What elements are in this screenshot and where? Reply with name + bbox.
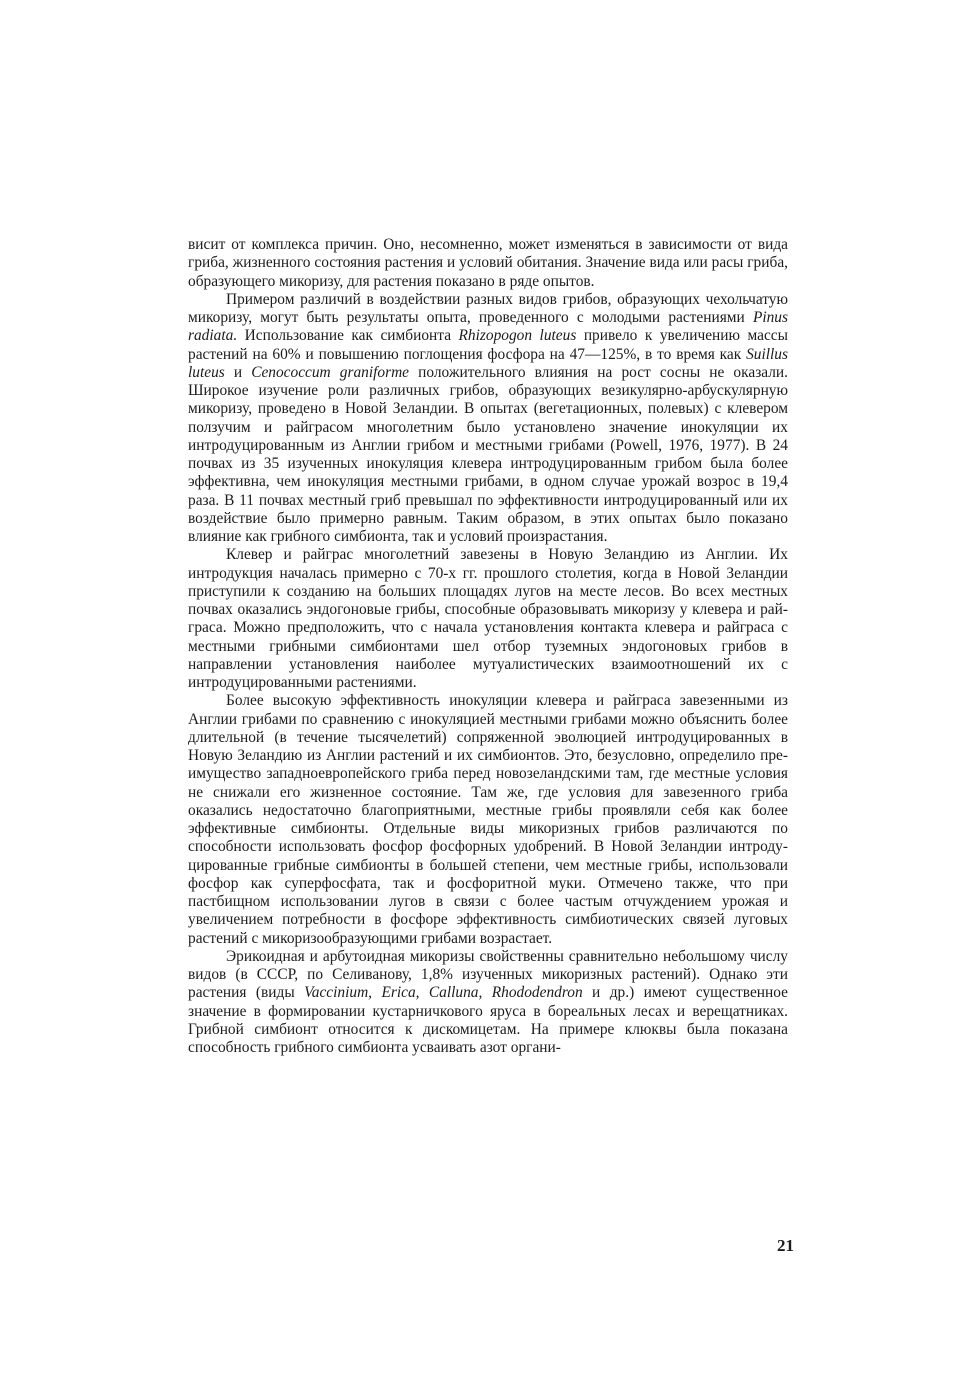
text-run: и др.) имеют существенное значение в формировании кустарничкового яруса в бореальных лесах и верещатниках. Грибной симбионт относится к дискомицетам. На примере клюквы была показана способность грибного симбионта усваивать азот органи- xyxy=(188,984,788,1056)
text-run: и xyxy=(224,363,252,381)
paragraph-1 xyxy=(188,236,788,291)
italic-term: Cenococcum graniforme xyxy=(251,363,410,381)
body-text xyxy=(188,236,788,1057)
text-run: положительного влияния на рост сосны не оказали. Широкое изучение роли различных грибов, образующих везикулярно-арбускулярную микоризу, проведено в Новой Зеландии. В опытах (вегетационных, полевых) с клевером ползучим и райграсом многолетним было установлено значение инокуляции их интродуцированным из Англии грибом и местными грибами (Powell, 1976, 1977). В 24 почвах из 35 изученных инокуляция клевера интродуцированным грибом была более эффективна, чем инокуляция местными грибами, в одном случае урожай возрос в 19,4 раза. В 11 почвах местный гриб превышал по эффективности интродуцированный или их воздействие было примерно равным. Таким образом, в этих опытах было показано влияние как грибного симбионта, так и условий произрастания. xyxy=(188,363,789,545)
text-run: Клевер и райграс многолетний завезены в Новую Зеландию из Англии. Их интродукция началась примерно с 70-х гг. прошлого столетия, когда в Новой Зеландии приступили к созданию на больших площадях лугов на месте лесов. Во всех местных почвах оказались эндогоновые грибы, способные образовывать микоризу у клевера и райграса. Можно предположить, что с начала установления контакта клевера и райграса с местными грибными симбионтами шел отбор туземных эндогоновых грибов в направлении установления наиболее мутуалистических взаимоотношений их с интродуцированными растениями. xyxy=(188,546,788,691)
paragraph-5 xyxy=(188,948,788,1058)
text-run: Эрикоидная и арбутоидная микоризы свойственны сравнительно небольшому числу видов (в СССР, по Селиванову, 1,8% изученных микоризных растений). Однако эти растения (виды xyxy=(188,947,788,1002)
text-run: висит от комплекса причин. Оно, несомненно, может изменяться в зависимости от вида гриба, жизненного состояния растения и условий обитания. Значение вида или расы гриба, образующего микоризу, для растения показано в ряде опытов. xyxy=(188,236,788,290)
text-run: Более высокую эффективность инокуляции клевера и райграса завезенными из Англии грибами по сравнению с инокуляцией местными грибами можно объяснить более длительной (в течение тысячелетий) сопряженной эволюцией интродуцированных в Новую Зеландию из Англии растений и их симбионтов. Это, безусловно, определило преимущество западноевропейского гриба перед новозеландскими там, где местные условия не снижали его жизненное состояние. Там же, где условия для завезенного гриба оказались недостаточно благоприятными, местные грибы проявляли себя как более эффективные симбионты. Отдельные виды микоризных грибов различаются по способности использовать фосфор фосфорных удобрений. В Новой Зеландии интродуцированные грибные симбионты в большей степени, чем местные грибы, использовали фосфор как суперфосфата, так и фосфоритной муки. Отмечено также, что при пастбищном использовании лугов в связи с более частым отчуждением урожая и увеличением потребности в фосфоре эффективность симбиотических связей луговых растений с микоризообразующими грибами возрастает. xyxy=(188,692,788,947)
paragraph-4 xyxy=(188,692,788,948)
paragraph-2 xyxy=(188,291,788,547)
italic-term: Rhizopogon luteus xyxy=(458,327,577,345)
italic-term: Suillus luteus xyxy=(188,345,788,381)
text-run: Примером различий в воздействии разных видов грибов, образующих чехольчатую микоризу, могут быть результаты опыта, проведенного с молодыми растениями xyxy=(188,290,788,326)
paragraph-3 xyxy=(188,546,788,692)
italic-term: Vaccinium, Erica, Calluna, Rhododendron xyxy=(304,984,583,1002)
italic-term: Pinus radiata. xyxy=(188,309,788,345)
page-number: 21 xyxy=(777,1236,794,1255)
text-run: Использование как симбионта xyxy=(237,327,459,345)
text-run: привело к увеличению массы растений на 60% и повышению поглощения фосфора на 47—125%, в то время как xyxy=(188,327,788,363)
